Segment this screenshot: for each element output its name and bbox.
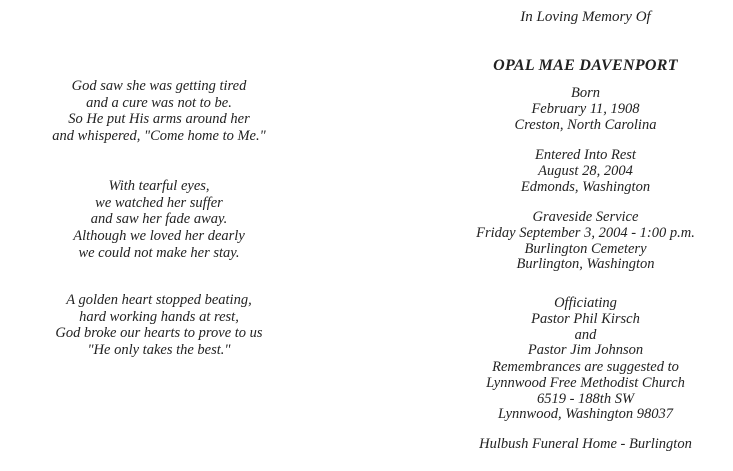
- officiating-and: and: [574, 326, 597, 343]
- church-city: Lynnwood, Washington 98037: [497, 406, 674, 423]
- poem-line: So He put His arms around her: [68, 111, 250, 128]
- rest-heading: Entered Into Rest: [535, 147, 636, 163]
- poem-line: and whispered, "Come home to Me.": [52, 128, 266, 145]
- service-datetime: Friday September 3, 2004 - 1:00 p.m.: [476, 224, 695, 241]
- poem-line: God broke our hearts to prove to us: [55, 325, 263, 342]
- service-location: Burlington Cemetery: [524, 240, 647, 257]
- poem-line: we watched her suffer: [95, 194, 223, 211]
- poem-panel: [0, 0, 318, 471]
- rest-place: Edmonds, Washington: [520, 178, 651, 195]
- service-block: [438, 210, 733, 273]
- remembrances-heading: Remembrances are suggested to: [492, 359, 679, 375]
- memorial-header: In Loving Memory Of: [520, 9, 651, 25]
- poem-line: and a cure was not to be.: [86, 94, 232, 111]
- poem-stanza-3: [0, 292, 318, 359]
- officiant-name: Pastor Phil Kirsch: [531, 310, 640, 327]
- memorial-panel: [438, 0, 733, 471]
- poem-line: and saw her fade away.: [90, 211, 228, 228]
- poem-line: A golden heart stopped beating,: [66, 292, 252, 308]
- poem-line: With tearful eyes,: [108, 178, 210, 194]
- born-date: February 11, 1908: [531, 100, 640, 117]
- poem-line: God saw she was getting tired: [71, 78, 247, 94]
- born-block: [438, 86, 733, 133]
- remembrances-block: [438, 360, 733, 423]
- rest-block: [438, 148, 733, 195]
- service-city: Burlington, Washington: [516, 256, 655, 273]
- rest-date: August 28, 2004: [538, 162, 633, 179]
- poem-line: we could not make her stay.: [78, 244, 240, 261]
- officiating-heading: Officiating: [554, 295, 617, 311]
- funeral-home: Hulbush Funeral Home - Burlington: [479, 436, 692, 452]
- deceased-name: OPAL MAE DAVENPORT: [493, 57, 678, 74]
- born-heading: Born: [571, 85, 600, 101]
- poem-line: hard working hands at rest,: [79, 308, 239, 325]
- poem-stanza-1: [0, 78, 318, 145]
- poem-line: Although we loved her dearly: [73, 228, 245, 245]
- poem-stanza-2: [0, 178, 318, 262]
- officiating-block: [438, 296, 733, 359]
- poem-line: "He only takes the best.": [87, 342, 231, 359]
- service-heading: Graveside Service: [532, 209, 639, 225]
- church-name: Lynnwood Free Methodist Church: [486, 374, 685, 391]
- officiant-name: Pastor Jim Johnson: [527, 342, 644, 359]
- church-street: 6519 - 188th SW: [536, 390, 635, 407]
- born-place: Creston, North Carolina: [514, 116, 657, 133]
